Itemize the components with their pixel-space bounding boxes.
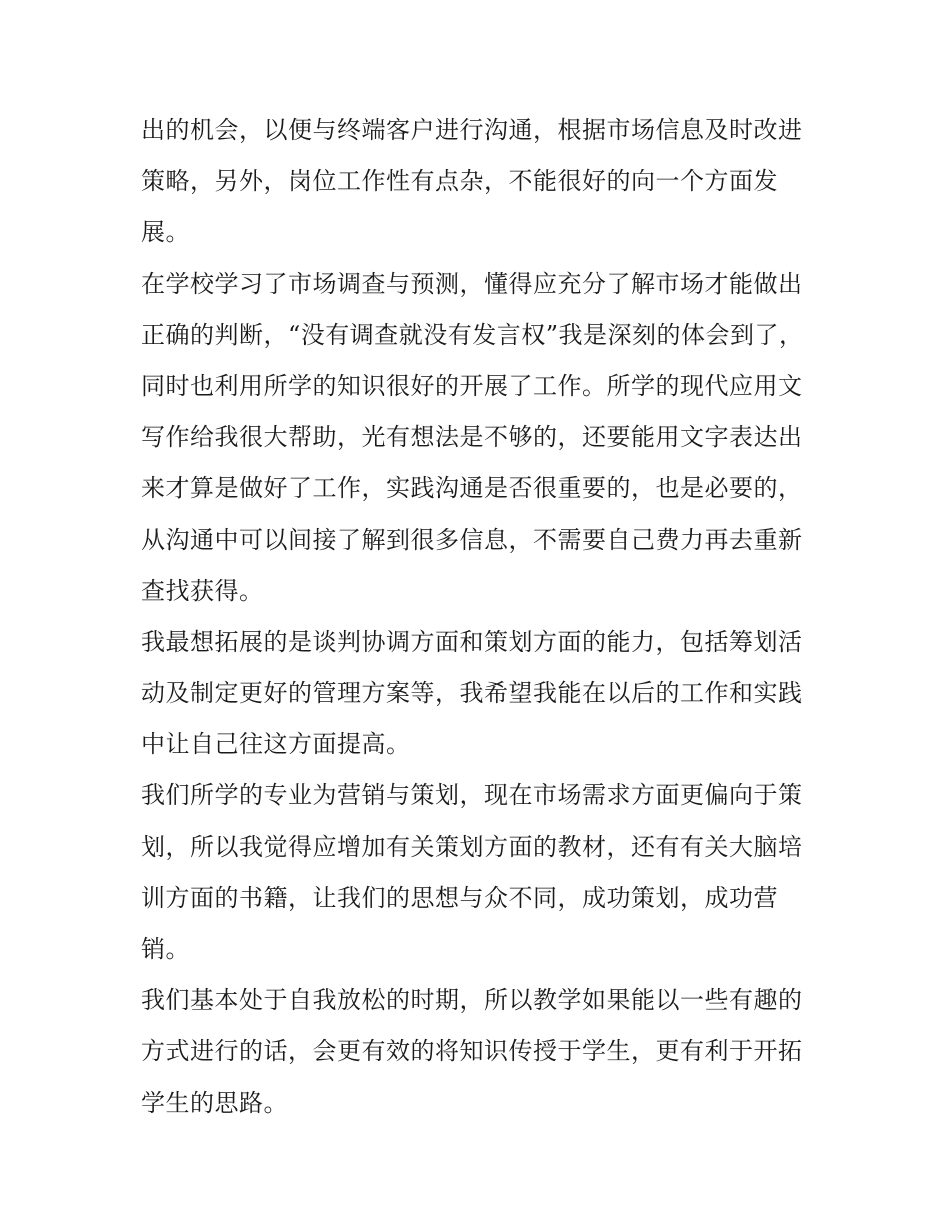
text-line: 同时也利用所学的知识很好的开展了工作。所学的现代应用文 (141, 371, 803, 400)
text-line: 我们所学的专业为营销与策划，现在市场需求方面更偏向于策 (141, 781, 803, 810)
text-line: 写作给我很大帮助，光有想法是不够的，还要能用文字表达出 (141, 423, 803, 452)
text-line: 学生的思路。 (141, 1088, 288, 1117)
paragraph-5 (141, 975, 813, 1129)
paragraph-3 (141, 617, 813, 771)
paragraph-1 (141, 105, 813, 259)
text-line: 销。 (141, 935, 190, 963)
text-line: 我最想拓展的是谈判协调方面和策划方面的能力，包括筹划活 (141, 627, 803, 656)
text-line: 中让自己往这方面提高。 (141, 730, 411, 759)
paragraph-2 (141, 259, 813, 617)
text-line: 从沟通中可以间接了解到很多信息，不需要自己费力再去重新 (141, 525, 803, 554)
text-line: 查找获得。 (141, 576, 264, 605)
text-line: 方式进行的话，会更有效的将知识传授于学生，更有利于开拓 (141, 1037, 803, 1066)
text-line: 在学校学习了市场调查与预测，懂得应充分了解市场才能做出 (141, 269, 803, 298)
text-line: 动及制定更好的管理方案等，我希望我能在以后的工作和实践 (141, 679, 803, 708)
text-line: 展。 (141, 218, 190, 247)
text-line: 策略，另外，岗位工作性有点杂，不能很好的向一个方面发 (141, 167, 778, 196)
text-line: 训方面的书籍，让我们的思想与众不同，成功策划，成功营 (141, 883, 778, 912)
document-body (141, 105, 813, 1129)
paragraph-4 (141, 770, 813, 975)
text-line: 我们基本处于自我放松的时期，所以教学如果能以一些有趣的 (141, 986, 803, 1015)
text-line: 划，所以我觉得应增加有关策划方面的教材，还有有关大脑培 (141, 832, 803, 861)
text-line: 出的机会，以便与终端客户进行沟通，根据市场信息及时改进 (141, 116, 803, 144)
text-line: 正确的判断，“没有调查就没有发言权”我是深刻的体会到了， (141, 320, 804, 349)
text-line: 来才算是做好了工作，实践沟通是否很重要的，也是必要的， (141, 474, 803, 503)
